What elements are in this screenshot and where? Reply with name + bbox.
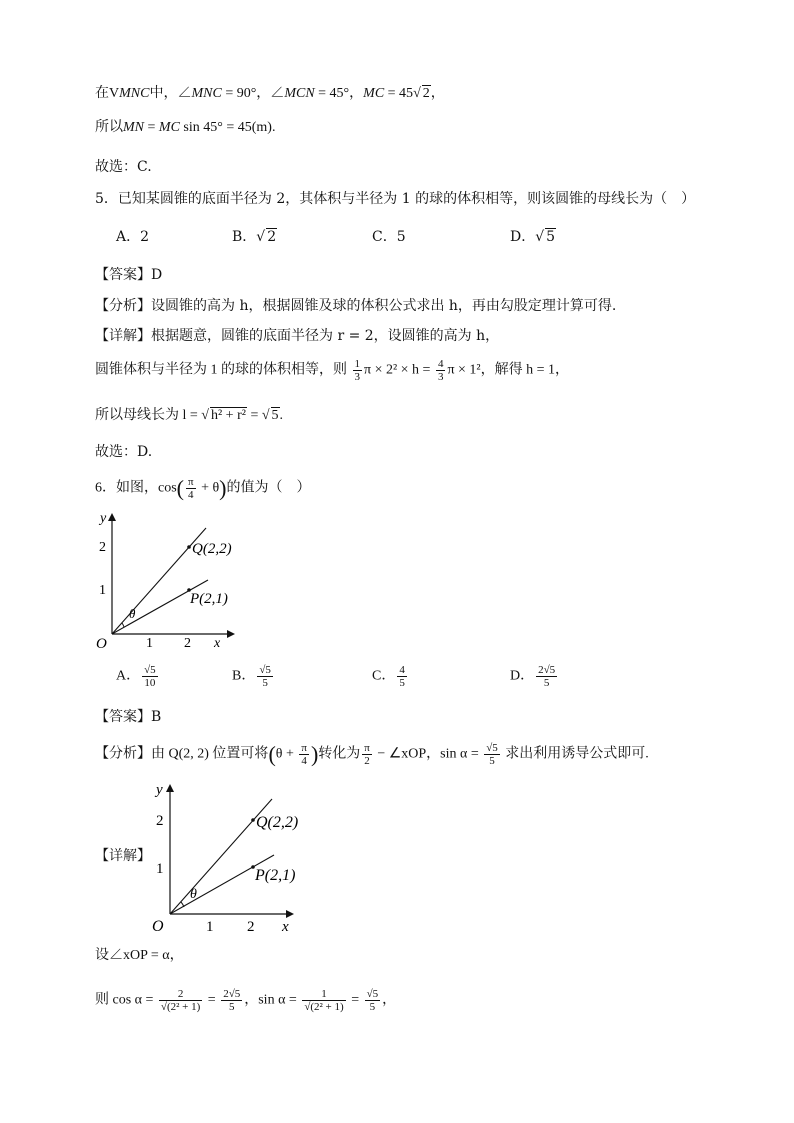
graph2-ytick-1: 1 xyxy=(156,861,164,877)
q5-choice: 故选：D. xyxy=(95,444,153,460)
q6-option-d: D． $\frac{2√5}{5}$ xyxy=(510,664,556,689)
graph1-theta: θ xyxy=(129,606,136,621)
q6-let-alpha: 设∠xOP = α， xyxy=(95,948,184,963)
q5-detail: 【详解】根据题意，圆锥的底面半径为 r = 2，设圆锥的高为 h， xyxy=(95,328,500,344)
coordinate-graph-1 xyxy=(92,506,242,652)
graph2-y-label: y xyxy=(156,782,163,798)
q5-option-b: B．√ 2 xyxy=(232,229,277,245)
graph2-ytick-2: 2 xyxy=(156,813,164,829)
q5-volume-equation: 圆锥体积与半径为 1 的球的体积相等，则 $\frac{1}{3}$ π × 2² × h = $\frac{4}{3}$ π × 1²，解得 h = 1， xyxy=(95,358,570,383)
graph2-point-q: Q(2,2) xyxy=(256,814,299,831)
q6-option-a: A． $\frac{√5}{10}$ xyxy=(116,664,156,689)
graph1-x-label: x xyxy=(214,636,221,651)
q5-answer: 【答案】D xyxy=(95,267,163,283)
graph1-point-q: Q(2,2) xyxy=(192,541,232,557)
q5-option-d: D．√ 5 xyxy=(510,229,556,245)
graph1-point-p: P(2,1) xyxy=(190,591,228,607)
graph2-xtick-2: 2 xyxy=(247,919,255,935)
graph1-origin: O xyxy=(96,636,107,652)
graph1-y-label: y xyxy=(100,511,107,526)
q6-detail-tag: 【详解】 xyxy=(95,848,151,864)
solution-line-1: 在VMNC中，∠MNC = 90°，∠MCN = 45°，MC = 45√ 2， xyxy=(95,86,445,101)
graph1-xtick-1: 1 xyxy=(146,636,153,651)
graph1-ytick-2: 2 xyxy=(99,540,106,555)
answer-choice-line: 故选：C. xyxy=(95,159,152,175)
q6-analysis: 【分析】由 Q(2, 2) 位置可将(θ + $\frac{\pi}{4}$ )转化为 $\frac{\pi}{2}$ − ∠xOP，sin α = $\frac{√5}{5}$ 求出利用诱导公式即可. xyxy=(95,741,649,767)
graph2-origin: O xyxy=(152,918,164,935)
question-5-stem: 5．已知某圆锥的底面半径为 2，其体积与半径为 1 的球的体积相等，则该圆锥的母线长为（ ） xyxy=(95,191,696,207)
q5-generatrix-length: 所以母线长为 l = √ h² + r² = √ 5. xyxy=(95,408,284,423)
graph1-xtick-2: 2 xyxy=(184,636,191,651)
graph2-theta: θ xyxy=(190,887,197,902)
q6-option-b: B． $\frac{√5}{5}$ xyxy=(232,664,271,689)
q6-option-c: C． $\frac{4}{5}$ xyxy=(372,664,405,689)
q5-option-a: A．2 xyxy=(116,229,150,245)
solution-line-2: 所以MN = MC sin 45° = 45(m). xyxy=(95,120,276,135)
graph2-point-p: P(2,1) xyxy=(255,867,296,884)
graph2-x-label: x xyxy=(282,919,289,935)
graph2-xtick-1: 1 xyxy=(206,919,214,935)
q6-answer: 【答案】B xyxy=(95,709,162,725)
question-6-stem: 6．如图，cos( $\frac{\pi}{4}$ + θ)的值为（ ） xyxy=(95,475,311,501)
q5-analysis: 【分析】设圆锥的高为 h，根据圆锥及球的体积公式求出 h，再由勾股定理计算可得. xyxy=(95,298,617,314)
q5-option-c: C．5 xyxy=(372,229,406,245)
coordinate-graph-2 xyxy=(148,776,308,938)
graph1-ytick-1: 1 xyxy=(99,583,106,598)
q6-cos-sin-values: 则 cos α = $\frac{2}{\text{√(2² + 1)}}$ = $\frac{2√5}{5}$ ，sin α = $\frac{1}{\text{√(2² + 1)}}$ = $\frac{√5}{5}$ ， xyxy=(95,988,397,1013)
